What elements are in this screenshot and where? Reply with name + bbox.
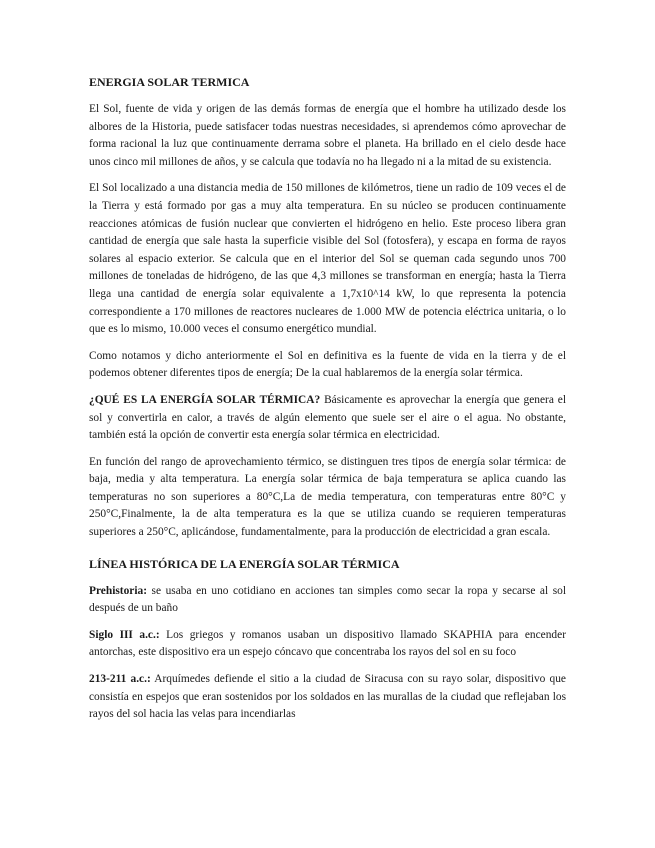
history-entry-text: Arquímedes defiende el sitio a la ciudad de Siracusa con su rayo solar, dispositivo que consistía en espejos que eran sostenidos por los soldados en las murallas de la ciudad que reflejaban los rayos del sol hacia las velas para incendiarlas [89, 673, 566, 721]
history-entry-prehistoria [89, 583, 566, 618]
temperature-range-paragraph: En función del rango de aprovechamiento térmico, se distinguen tres tipos de energía solar térmica: de baja, media y alta temperatura. La energía solar térmica de baja temperatura se aplica cuando las temperaturas no son superiores a 80°C,La de media temperatura, con temperaturas entre 80°C y 250°C,Finalmente, la de alta temperatura es la que se utiliza cuando se requieren temperaturas superiores a 250°C, aplicándose, fundamentalmente, para la producción de electricidad a gran escala. [89, 455, 566, 539]
energy-types-paragraph: Como notamos y dicho anteriormente el Sol en definitiva es la fuente de vida en la tierra y de el podemos obtener diferentes tipos de energía; De la cual hablaremos de la energía solar térmica. [89, 349, 566, 380]
history-entry-label: Prehistoria: [89, 584, 147, 597]
history-entry-label: 213-211 a.c.: [89, 673, 151, 686]
history-entry-213-211 [89, 671, 566, 724]
sun-description-paragraph: El Sol localizado a una distancia media de 150 millones de kilómetros, tiene un radio de 109 veces el de la Tierra y está formado por gas a muy alta temperatura. En su núcleo se producen continuamente reacciones atómicas de fusión nuclear que convierten el hidrógeno en helio. Este proceso libera gran cantidad de energía que sale hasta la superficie visible del Sol (fotosfera), y escapa en forma de rayos solares al espacio exterior. Se calcula que en el interior del Sol se queman cada segundo unos 700 millones de toneladas de hidrógeno, de las que 4,3 millones se transforman en energía; hasta la Tierra llega una cantidad de energía solar equivalente a 1,7x10^14 kW, lo que representa la potencia correspondiente a 170 millones de reactores nucleares de 1.000 MW de potencia eléctrica unitaria, o lo que es lo mismo, 10.000 veces el consumo energético mundial. [89, 182, 566, 336]
intro-paragraph: El Sol, fuente de vida y origen de las demás formas de energía que el hombre ha utilizado desde los albores de la Historia, puede satisfacer todas nuestras necesidades, si aprendemos cómo aprovechar de forma racional la luz que continuamente derrama sobre el planeta. Ha brillado en el cielo desde hace unos cinco mil millones de años, y se calcula que todavía no ha llegado ni a la mitad de su existencia. [89, 103, 566, 168]
history-entry-text: se usaba en uno cotidiano en acciones tan simples como secar la ropa y secarse al sol después de un baño [89, 584, 566, 615]
history-entry-siglo-iii [89, 627, 566, 662]
history-entry-label: Siglo III a.c.: [89, 628, 160, 641]
question-lead: ¿QUÉ ES LA ENERGÍA SOLAR TÉRMICA? [89, 393, 321, 406]
question-paragraph [89, 392, 566, 445]
question-text: Básicamente es aprovechar la energía que genera el sol y convertirla en calor, a través de algún elemento que suele ser el aire o el agua. No obstante, también está la opción de convertir esta energía solar térmica en electricidad. [89, 393, 566, 442]
document-title: ENERGIA SOLAR TERMICA [89, 75, 250, 89]
history-title: LÍNEA HISTÓRICA DE LA ENERGÍA SOLAR TÉRMICA [89, 556, 400, 571]
history-entry-text: Los griegos y romanos usaban un dispositivo llamado SKAPHIA para encender antorchas, este dispositivo era un espejo cóncavo que concentraba los rayos del sol en su foco [89, 628, 566, 659]
